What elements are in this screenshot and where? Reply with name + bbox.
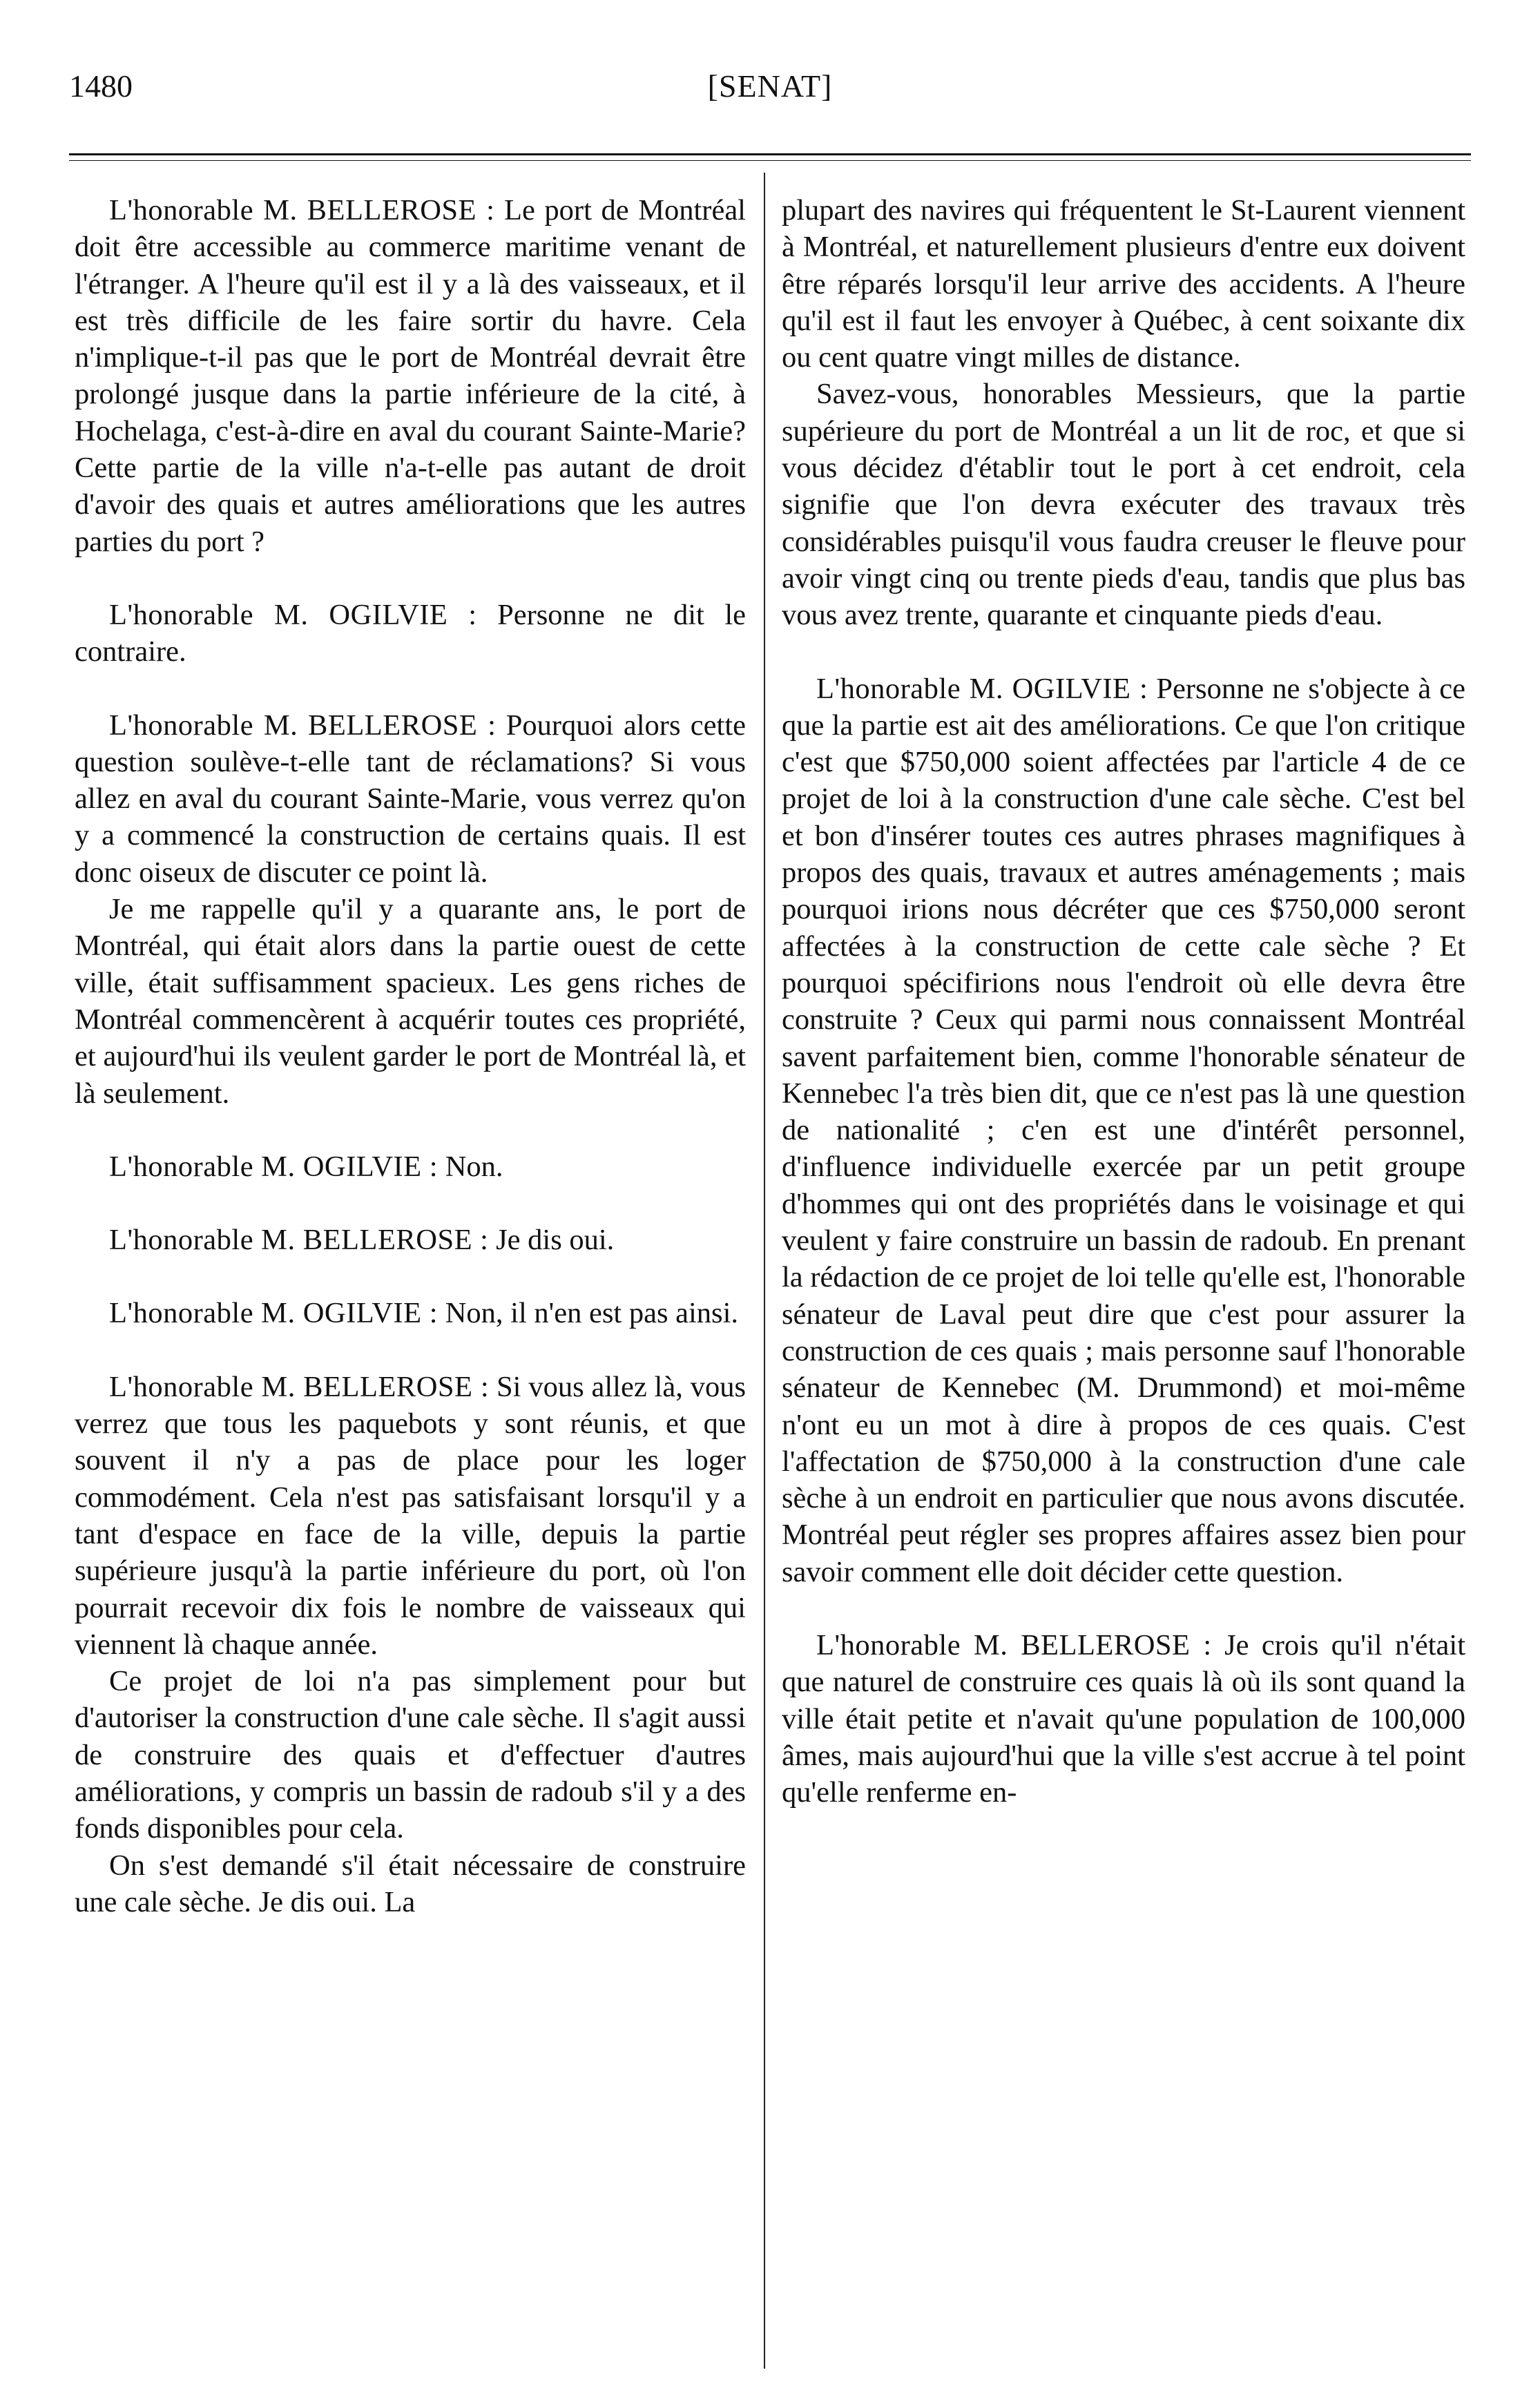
speaker-label: L'honorable M. BELLEROSE : bbox=[109, 709, 497, 742]
paragraph bbox=[75, 707, 746, 891]
header-rule bbox=[69, 153, 1471, 155]
paragraph bbox=[75, 1295, 746, 1331]
page-header bbox=[69, 68, 1471, 123]
speaker-label: L'honorable M. BELLEROSE : bbox=[816, 1628, 1212, 1661]
left-column bbox=[75, 192, 746, 1920]
paragraph-text: Je dis oui. bbox=[488, 1224, 615, 1257]
page-number: 1480 bbox=[69, 68, 133, 104]
paragraph-text: Savez-vous, honorables Messieurs, que la partie supérieure du port de Montréal a un lit de roc, et que si vous décidez d'établir tout le port à cet endroit, cela signifie que l'on devra exécuter des travaux très considérables puisqu'il vous faudra creuser le fleuve pour avoir vingt cinq ou trente pieds d'eau, tandis que plus bas vous avez trente, quarante et cinquante pieds d'eau. bbox=[782, 378, 1465, 632]
paragraph-text: Si vous allez là, vous verrez que tous les paquebots y sont réunis, et que souvent il n'y a pas de place pour les loger commodément. Cela n'est pas satisfaisant lorsqu'il y a tant d'espace en face de la ville, depuis la partie supérieure jusqu'à la partie inférieure du port, où l'on pourrait recevoir dix fois le nombre de vaisseaux qui viennent là chaque année. bbox=[75, 1370, 747, 1661]
paragraph bbox=[75, 192, 746, 560]
paragraph bbox=[75, 1847, 746, 1921]
paragraph-text: On s'est demandé s'il était nécessaire de construire une cale sèche. Je dis oui. La bbox=[75, 1849, 746, 1918]
paragraph-text: plupart des navires qui fréquentent le St-Laurent viennent à Montréal, et naturellement plusieurs d'entre eux doivent être réparés lorsqu'il leur arrive des accidents. A l'heure qu'il est il faut les envoyer à Québec, à cent soixante dix ou cent quatre vingt milles de distance. bbox=[782, 194, 1465, 374]
paragraph-text: Je me rappelle qu'il y a quarante ans, le port de Montréal, qui était alors dans la partie ouest de cette ville, était suffisamment spacieux. Les gens riches de Montréal commencèrent à acquérir toutes ces propriété, et aujourd'hui ils veulent garder le port de Montréal là, et là seulement. bbox=[75, 893, 746, 1110]
running-head: [SENAT] bbox=[707, 68, 833, 104]
right-column bbox=[782, 192, 1465, 1811]
speaker-label: L'honorable M. OGILVIE : bbox=[109, 1297, 439, 1330]
paragraph bbox=[75, 1222, 746, 1258]
paragraph bbox=[782, 376, 1465, 633]
paragraph bbox=[75, 597, 746, 671]
speaker-label: L'honorable M. OGILVIE : bbox=[109, 598, 477, 631]
paragraph-text: Personne ne dit le contraire. bbox=[75, 598, 746, 668]
paragraph bbox=[782, 1627, 1465, 1811]
speaker-label: L'honorable M. OGILVIE : bbox=[109, 1150, 439, 1183]
header-rule-thin bbox=[69, 160, 1471, 161]
paragraph bbox=[782, 671, 1465, 1590]
paragraph-text: Ce projet de loi n'a pas simplement pour but d'autoriser la construction d'une cale sèche. Il s'agit aussi de construire des quais et d'effectuer d'autres améliorations, y compris un bassin de radoub s'il y a des fonds disponibles pour cela. bbox=[75, 1665, 746, 1845]
speaker-label: L'honorable M. OGILVIE : bbox=[816, 672, 1148, 705]
paragraph bbox=[75, 891, 746, 1112]
paragraph-text: Non, il n'en est pas ainsi. bbox=[438, 1297, 739, 1330]
paragraph-text: Pourquoi alors cette question soulève-t-elle tant de réclamations? Si vous allez en aval du courant Sainte-Marie, vous verrez qu'on y a commencé la construction de certains quais. Il est donc oiseux de discuter ce point là. bbox=[75, 709, 746, 889]
paragraph bbox=[782, 192, 1465, 376]
paragraph-text: Je crois qu'il n'était que naturel de construire ces quais là où ils sont quand la ville était petite et n'avait qu'une population de 100,000 âmes, mais aujourd'hui que la ville s'est accrue à tel point qu'elle renferme en- bbox=[782, 1628, 1465, 1809]
paragraph-text: Non. bbox=[438, 1150, 503, 1183]
speaker-label: L'honorable M. BELLEROSE : bbox=[109, 1370, 490, 1403]
paragraph-text: Personne ne s'objecte à ce que la partie est ait des améliorations. Ce que l'on critique c'est que $750,000 soient affectées par l'article 4 de ce projet de loi à la construction d'une cale sèche. C'est bel et bon d'insérer toutes ces autres phrases magnifiques à propos des quais, travaux et autres aménagements ; mais pourquoi irions nous décréter que ces $750,000 seront affectées à la construction de cette cale sèche ? Et pourquoi spécifirions nous l'endroit où elle devra être construite ? Ceux qui parmi nous connaissent Montréal savent parfaitement bien, comme l'honorable sénateur de Kennebec l'a très bien dit, que ce n'est pas là une question de nationalité ; c'en est une d'intérêt personnel, d'influence individuelle exercée par un petit groupe d'hommes qui ont des propriétés dans le voisinage et qui veulent y faire construire un bassin de radoub. En prenant la rédaction de ce projet de loi telle qu'elle est, l'honorable sénateur de Laval peut dire que c'est pour assurer la construction de ces quais ; mais personne sauf l'honorable sénateur de Kennebec (M. Drummond) et moi-même n'ont eu un mot à dire à propos de ces quais. C'est l'affectation de $750,000 à la construction d'une cale sèche à un endroit en particulier que nous avons discutée. Montréal peut régler ses propres affaires assez bien pour savoir comment elle doit décider cette question. bbox=[782, 672, 1465, 1588]
paragraph-text: Le port de Montréal doit être accessible au commerce maritime venant de l'étranger. A l'heure qu'il est il y a là des vaisseaux, et il est très difficile de les faire sortir du havre. Cela n'implique-t-il pas que le port de Montréal devrait être prolongé jusque dans la partie inférieure de la cité, à Hochelaga, c'est-à-dire en aval du courant Sainte-Marie? Cette partie de la ville n'a-t-elle pas autant de droit d'avoir des quais et autres améliorations que les autres parties du port ? bbox=[75, 194, 746, 558]
paragraph bbox=[75, 1369, 746, 1663]
paragraph bbox=[75, 1148, 746, 1185]
speaker-label: L'honorable M. BELLEROSE : bbox=[109, 1224, 489, 1257]
column-divider bbox=[764, 173, 765, 2369]
speaker-label: L'honorable M. BELLEROSE : bbox=[109, 194, 495, 227]
paragraph bbox=[75, 1663, 746, 1847]
